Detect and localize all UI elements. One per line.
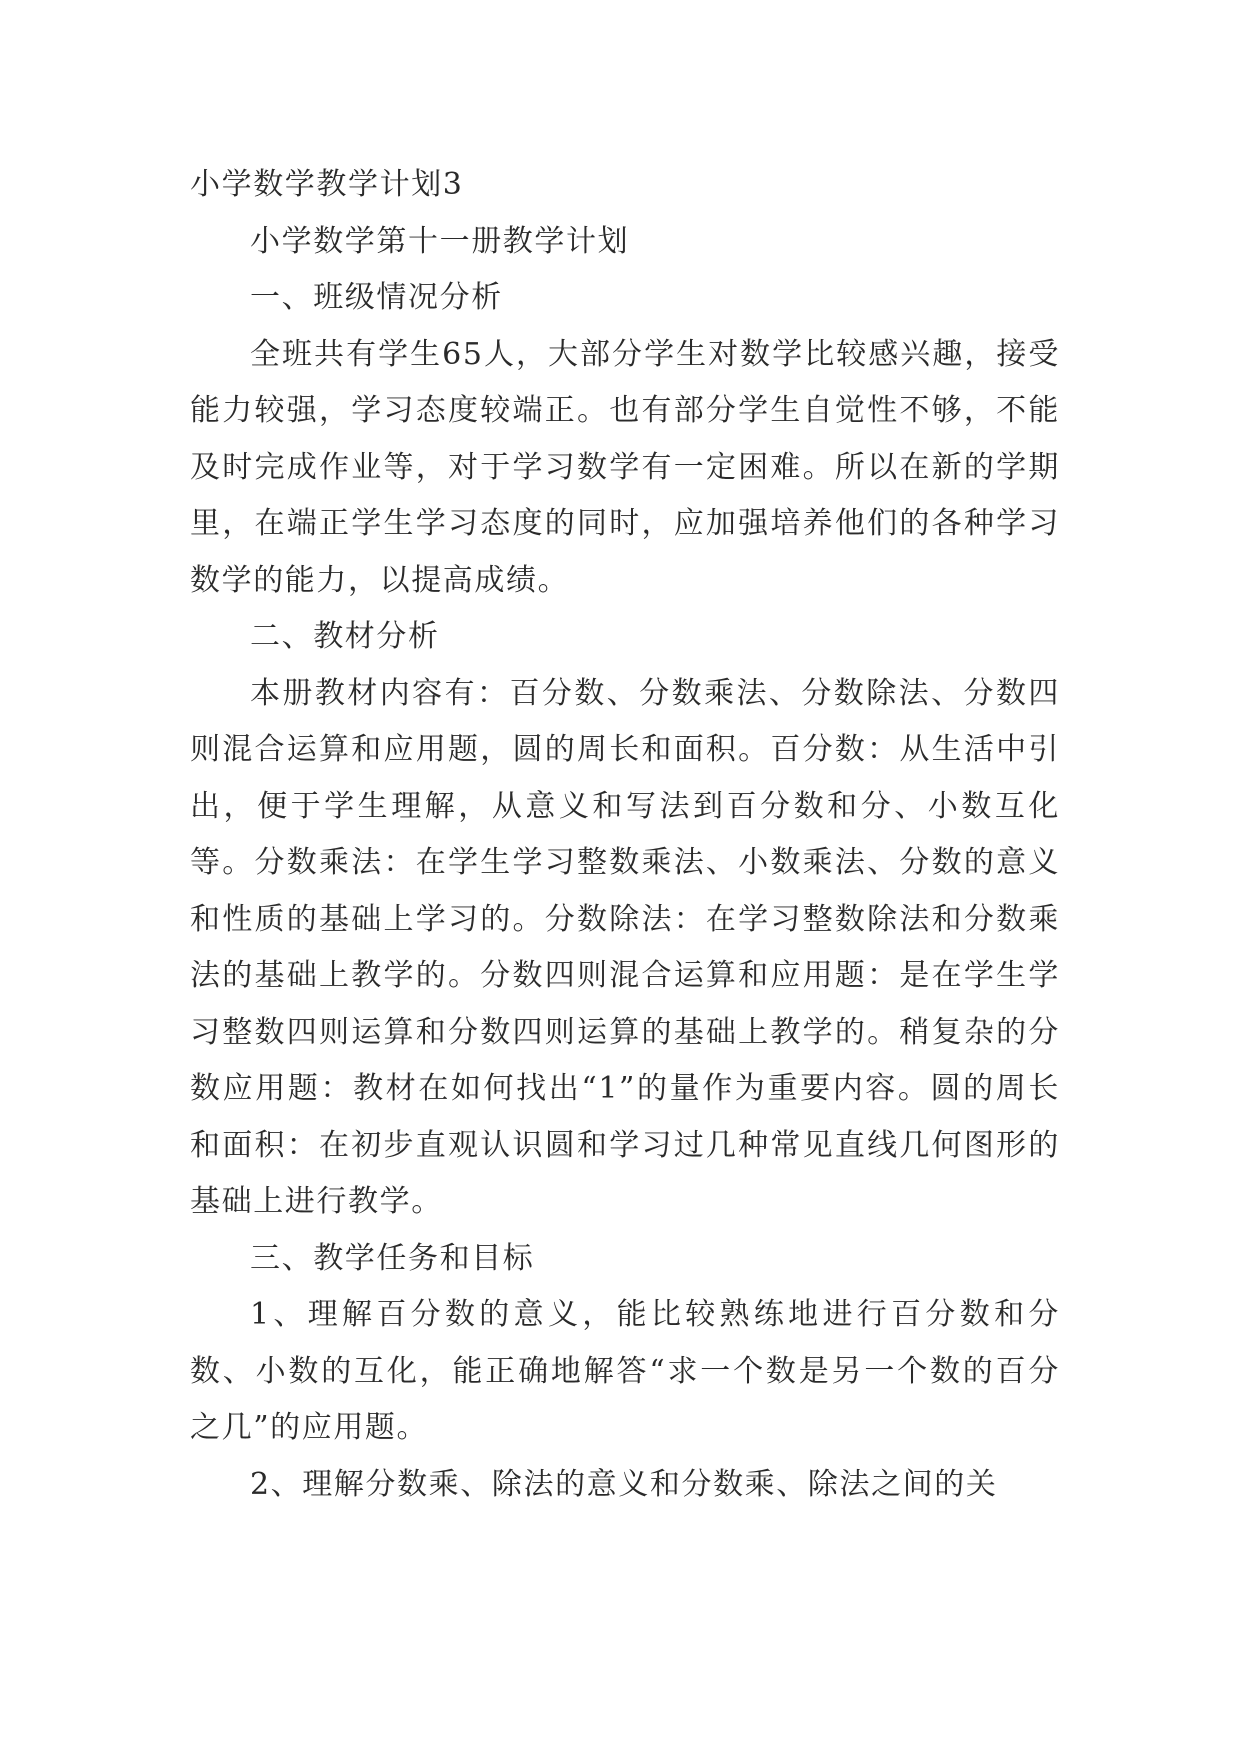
paragraph-class-analysis: 全班共有学生65人，大部分学生对数学比较感兴趣，接受能力较强，学习态度较端正。也有部分学生自觉性不够，不能及时完成作业等，对于学习数学有一定困难。所以在新的学期里，在端正学生学习态度的同时，应加强培养他们的各种学习数学的能力，以提高成绩。 bbox=[190, 336, 1060, 598]
paragraph-goal-1: 1、理解百分数的意义，能比较熟练地进行百分数和分数、小数的互化，能正确地解答“求一个数是另一个数的百分之几”的应用题。 bbox=[190, 1297, 1060, 1445]
section-heading-teaching-goals: 三、教学任务和目标 bbox=[250, 1240, 535, 1276]
section-heading-textbook-analysis: 二、教材分析 bbox=[250, 619, 440, 654]
section-heading-class-analysis: 一、班级情况分析 bbox=[250, 280, 503, 315]
document-subtitle: 小学数学第十一册教学计划 bbox=[250, 223, 630, 259]
document-body bbox=[190, 157, 1060, 1513]
paragraph-goal-2: 2、理解分数乘、除法的意义和分数乘、除法之间的关 bbox=[250, 1466, 998, 1502]
document-title: 小学数学教学计划3 bbox=[190, 167, 464, 202]
paragraph-textbook-analysis: 本册教材内容有：百分数、分数乘法、分数除法、分数四则混合运算和应用题，圆的周长和面积。百分数：从生活中引出，便于学生理解，从意义和写法到百分数和分、小数互化等。分数乘法：在学生学习整数乘法、小数乘法、分数的意义和性质的基础上学习的。分数除法：在学习整数除法和分数乘法的基础上教学的。分数四则混合运算和应用题：是在学生学习整数四则运算和分数四则运算的基础上教学的。稍复杂的分数应用题：教材在如何找出“1”的量作为重要内容。圆的周长和面积：在初步直观认识圆和学习过几种常见直线几何图形的基础上进行教学。 bbox=[190, 675, 1060, 1219]
